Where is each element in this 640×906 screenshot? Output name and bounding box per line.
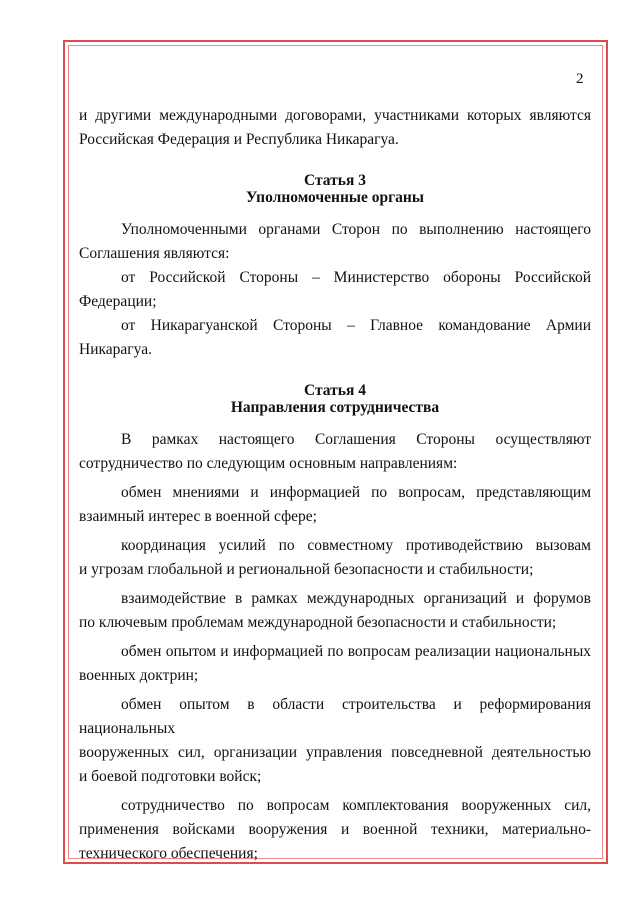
article-3-number: Статья 3 <box>304 172 366 189</box>
article-4-paragraph-2-line-2: взаимный интерес в военной сфере; <box>79 508 317 525</box>
article-3-paragraph-1-line-1: Уполномоченными органами Сторон по выполнению настоящего <box>121 221 591 238</box>
article-4-paragraph-1-line-2: сотрудничество по следующим основным направлениям: <box>79 455 458 472</box>
spacer <box>79 416 591 428</box>
article-4-title: Направления сотрудничества <box>230 399 440 416</box>
article-3-paragraph-1-line-2: Соглашения являются: <box>79 245 230 262</box>
spacer <box>79 206 591 218</box>
article-3-paragraph-2-line-2: Федерации; <box>79 293 157 310</box>
article-4-paragraph-7-line-1: сотрудничество по вопросам комплектования вооруженных сил, <box>121 797 591 814</box>
article-3-paragraph-2-line-1: от Российской Стороны – Министерство обороны Российской <box>121 269 591 286</box>
article-4-paragraph-6-line-2: вооруженных сил, организации управления повседневной деятельностью <box>79 744 591 761</box>
article-3-paragraph-3: от Никарагуанской Стороны – Главное командование Армии Никарагуа. <box>79 317 591 358</box>
article-4-paragraph-4-line-2: по ключевым проблемам международной безопасности и стабильности; <box>79 614 557 631</box>
article-4-paragraph-6-line-1: обмен опытом в области строительства и реформирования национальных <box>79 696 591 737</box>
spacer <box>79 362 591 382</box>
article-4-number: Статья 4 <box>304 382 366 399</box>
article-4-paragraph-7-line-2: применения войсками вооружения и военной техники, материально- <box>79 821 591 838</box>
spacer <box>79 152 591 172</box>
article-4-paragraph-7-line-3: технического обеспечения; <box>79 845 258 862</box>
article-3-title: Уполномоченные органы <box>246 189 424 206</box>
document-body <box>79 104 591 866</box>
article-4-paragraph-3-line-1: координация усилий по совместному противодействию вызовам <box>121 537 591 554</box>
article-4-paragraph-6-line-3: и боевой подготовки войск; <box>79 768 262 785</box>
article-4-paragraph-5-line-2: военных доктрин; <box>79 667 199 684</box>
article-4-paragraph-1-line-1: В рамках настоящего Соглашения Стороны осуществляют <box>121 431 591 448</box>
article-4-paragraph-5-line-1: обмен опытом и информацией по вопросам реализации национальных <box>121 643 591 660</box>
intro-line-2: Российская Федерация и Республика Никарагуа. <box>79 131 399 148</box>
article-4-paragraph-2-line-1: обмен мнениями и информацией по вопросам, представляющим <box>121 484 591 501</box>
intro-line-1: и другими международными договорами, участниками которых являются <box>79 107 591 124</box>
article-4-paragraph-3-line-2: и угрозам глобальной и региональной безопасности и стабильности; <box>79 561 534 578</box>
article-4-paragraph-4-line-1: взаимодействие в рамках международных организаций и форумов <box>121 590 591 607</box>
page-number: 2 <box>576 71 584 87</box>
